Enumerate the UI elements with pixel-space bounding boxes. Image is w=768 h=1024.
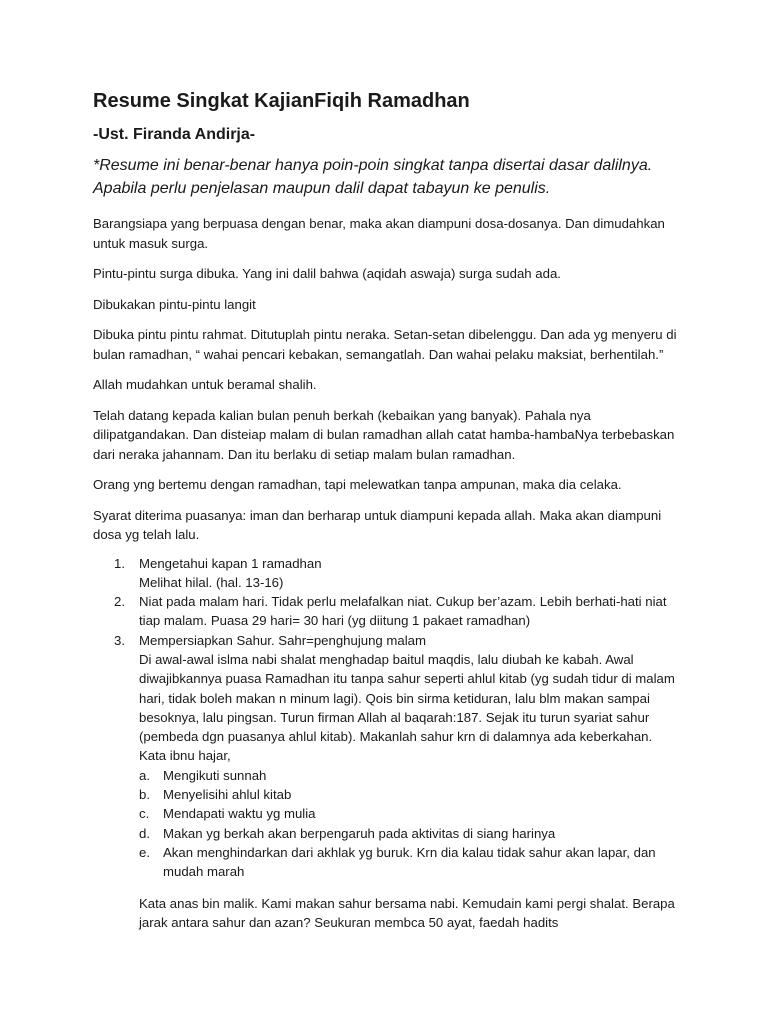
sublist-item xyxy=(139,804,678,823)
list-marker: 1. xyxy=(114,555,125,571)
paragraph: Pintu-pintu surga dibuka. Yang ini dalil bahwa (aqidah aswaja) surga sudah ada. xyxy=(93,266,561,281)
paragraph: Allah mudahkan untuk beramal shalih. xyxy=(93,377,317,392)
list-item xyxy=(93,631,678,882)
disclaimer-note: *Resume ini benar-benar hanya poin-poin singkat tanpa disertai dasar dalilnya. Apabila perlu penjelasan maupun dalil dapat tabayun ke penulis. xyxy=(93,157,653,197)
paragraph: Barangsiapa yang berpuasa dengan benar, maka akan diampuni dosa-dosanya. Dan dimudahkan untuk masuk surga. xyxy=(93,216,665,251)
sublist-item-text: Mendapati waktu yg mulia xyxy=(163,806,316,822)
paragraph: Telah datang kepada kalian bulan penuh berkah (kebaikan yang banyak). Pahala nya dilipatgandakan. Dan disteiap malam di bulan ramadhan allah catat hamba-hambaNya terbebaskan dari neraka jahannam. Dan itu berlaku di setiap malam bulan ramadhan. xyxy=(93,407,675,462)
sublist-marker: b. xyxy=(139,787,150,803)
author-line: -Ust. Firanda Andirja- xyxy=(93,126,256,143)
sublist-item-text: Akan menghindarkan dari akhlak yg buruk. Krn dia kalau tidak sahur akan lapar, dan mudah marah xyxy=(163,844,656,880)
list-item-detail: Melihat hilal. (hal. 13-16) xyxy=(139,574,284,590)
list-item xyxy=(93,554,678,593)
paragraph: Dibukakan pintu-pintu langit xyxy=(93,296,256,312)
lettered-sublist xyxy=(139,766,678,882)
paragraph: Dibuka pintu pintu rahmat. Ditutuplah pintu neraka. Setan-setan dibelenggu. Dan ada yg menyeru di bulan ramadhan, “ wahai pencari kebakan, semangatlah. Dan wahai pelaku maksiat, berhentilah.” xyxy=(93,327,677,362)
sublist-item-text: Menyelisihi ahlul kitab xyxy=(163,787,292,803)
sublist-marker: e. xyxy=(139,844,150,860)
closing-paragraph: Kata anas bin malik. Kami makan sahur bersama nabi. Kemudain kami pergi shalat. Berapa jarak antara sahur dan azan? Seukuran membca 50 ayat, faedah hadits xyxy=(139,895,675,931)
sublist-marker: c. xyxy=(139,806,150,822)
list-item-text: Mengetahui kapan 1 ramadhan xyxy=(139,555,322,571)
list-item-text: Mempersiapkan Sahur. Sahr=penghujung malam xyxy=(139,632,427,648)
paragraph: Orang yng bertemu dengan ramadhan, tapi melewatkan tanpa ampunan, maka dia celaka. xyxy=(93,477,622,492)
list-item-text: Niat pada malam hari. Tidak perlu melafalkan niat. Cukup ber’azam. Lebih berhati-hati niat tiap malam. Puasa 29 hari= 30 hari (yg diitung 1 pakaet ramadhan) xyxy=(139,594,667,629)
sublist-marker: a. xyxy=(139,767,150,783)
numbered-list xyxy=(93,554,678,882)
sublist-item-text: Makan yg berkah akan berpengaruh pada aktivitas di siang harinya xyxy=(163,825,556,841)
sublist-item xyxy=(139,824,678,843)
document-title: Resume Singkat KajianFiqih Ramadhan xyxy=(93,90,470,112)
list-item-detail: Di awal-awal islma nabi shalat menghadap baitul maqdis, lalu diubah ke kabah. Awal diwajibkannya puasa Ramadhan itu tanpa sahur seperti ahlul kitab (yg sudah tidur di malam hari, tidak boleh makan n minum lagi). Qois bin sirma ketiduran, lalu blm makan sampai besoknya, lalu pingsan. Turun firman Allah al baqarah:187. Sejak itu turun syariat sahur (pembeda dgn puasanya ahlul kitab). Makanlah sahur krn di dalamnya ada keberkahan. Kata ibnu hajar, xyxy=(139,651,675,764)
list-item xyxy=(93,592,678,631)
sublist-item xyxy=(139,843,678,882)
list-marker: 3. xyxy=(114,632,125,648)
paragraph: Syarat diterima puasanya: iman dan berharap untuk diampuni kepada allah. Maka akan diampuni dosa yg telah lalu. xyxy=(93,507,662,542)
sublist-item-text: Mengikuti sunnah xyxy=(163,767,267,783)
list-marker: 2. xyxy=(114,594,125,610)
sublist-item xyxy=(139,766,678,785)
sublist-item xyxy=(139,785,678,804)
sublist-marker: d. xyxy=(139,825,150,841)
